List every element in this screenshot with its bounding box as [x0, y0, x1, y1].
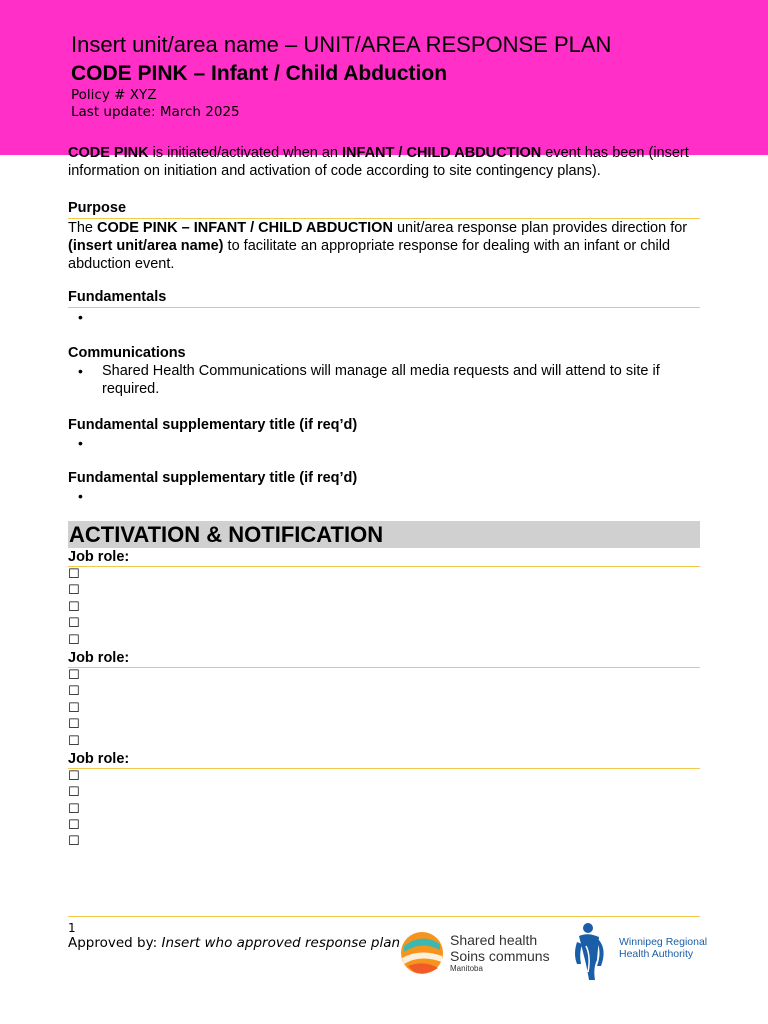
purpose-heading: Purpose — [68, 199, 700, 219]
approved-label: Approved by: — [68, 935, 162, 951]
purpose-text-3: to facilitate an appropriate response for dealing with an infant or child abduction event. — [68, 238, 671, 272]
purpose-text-2: unit/area response plan provides direction for — [392, 220, 688, 236]
job-role-label-3: Job role: — [68, 750, 700, 769]
communications-heading: Communications — [68, 345, 186, 361]
supplementary-heading-1: Fundamental supplementary title (if req’d) — [68, 417, 358, 433]
checkbox[interactable]: ☐ — [68, 785, 80, 801]
shared-health-name — [450, 932, 537, 948]
list-item — [68, 362, 700, 398]
intro-text-1: is initiated/activated when an — [148, 145, 343, 161]
supplementary-list-1 — [68, 434, 700, 452]
checkbox[interactable]: ☐ — [68, 667, 80, 683]
shared-health-logo — [398, 926, 563, 978]
shared-health-logo-text-2: Soins communs — [450, 948, 550, 964]
job-role-label-2: Job role: — [68, 649, 700, 668]
bullet: • — [78, 488, 83, 504]
code-title: CODE PINK – Infant / Child Abduction — [71, 62, 448, 85]
checkbox[interactable]: ☐ — [68, 684, 80, 700]
checkbox[interactable]: ☐ — [68, 768, 80, 784]
list-item — [68, 487, 700, 505]
communications-list — [68, 362, 700, 398]
footer-divider — [68, 916, 700, 917]
checkbox[interactable]: ☐ — [68, 700, 80, 716]
wrha-name-line-2: Health Authority — [619, 948, 694, 960]
job-role-label-1: Job role: — [68, 548, 700, 567]
checkbox[interactable]: ☐ — [68, 818, 80, 834]
checkbox[interactable]: ☐ — [68, 599, 80, 615]
purpose-bold-2: (insert unit/area name) — [68, 238, 224, 254]
purpose-paragraph — [68, 219, 700, 273]
bullet: • — [78, 363, 83, 379]
job-role-checklist-2 — [68, 668, 700, 750]
supplementary-list-2 — [68, 487, 700, 505]
bullet: • — [78, 309, 83, 325]
checkbox[interactable]: ☐ — [68, 834, 80, 850]
fundamentals-list — [68, 308, 700, 326]
checkbox[interactable]: ☐ — [68, 801, 80, 817]
shared-health-emblem-icon — [398, 926, 446, 978]
approved-by — [68, 935, 400, 951]
checkbox[interactable]: ☐ — [68, 632, 80, 648]
checkbox[interactable]: ☐ — [68, 616, 80, 632]
supplementary-heading-2: Fundamental supplementary title (if req’d) — [68, 470, 358, 486]
shared-health-logo-text-1: Shared health — [450, 932, 538, 948]
job-role-checklist-1 — [68, 567, 700, 649]
checkbox[interactable]: ☐ — [68, 733, 80, 749]
checkbox[interactable]: ☐ — [68, 583, 80, 599]
document-unit-title: Insert unit/area name – UNIT/AREA RESPONSE PLAN — [71, 32, 612, 57]
manitoba-label: Manitoba — [450, 964, 483, 973]
bullet: • — [78, 435, 83, 451]
fundamentals-heading: Fundamentals — [68, 288, 700, 308]
communications-item: Shared Health Communications will manage all media requests and will attend to site if required. — [102, 363, 660, 397]
checkbox[interactable]: ☐ — [68, 567, 80, 582]
job-role-checklist-3 — [68, 769, 700, 851]
document-body — [68, 144, 700, 851]
intro-text-2: event has been (insert information on initiation and activation of code according to site contingency plans). — [68, 145, 689, 179]
intro-event-bold: INFANT / CHILD ABDUCTION — [342, 145, 542, 161]
activation-notification-heading: ACTIVATION & NOTIFICATION — [68, 521, 700, 548]
purpose-bold-1: CODE PINK – INFANT / CHILD ABDUCTION — [97, 220, 393, 236]
policy-number: Policy # XYZ — [71, 87, 157, 103]
last-update: Last update: March 2025 — [71, 104, 240, 120]
soins-communs-name — [450, 948, 550, 964]
intro-paragraph — [68, 144, 700, 180]
wrha-logo — [571, 920, 706, 982]
wrha-figures-icon — [571, 920, 611, 982]
purpose-text-1: The — [68, 220, 98, 236]
list-item — [68, 434, 700, 452]
checkbox[interactable]: ☐ — [68, 717, 80, 733]
approved-value: Insert who approved response plan — [161, 935, 401, 951]
intro-code-bold: CODE PINK — [68, 145, 149, 161]
wrha-name-line-1: Winnipeg Regional — [619, 936, 708, 948]
list-item — [68, 308, 700, 326]
page-number: 1 — [68, 921, 76, 935]
